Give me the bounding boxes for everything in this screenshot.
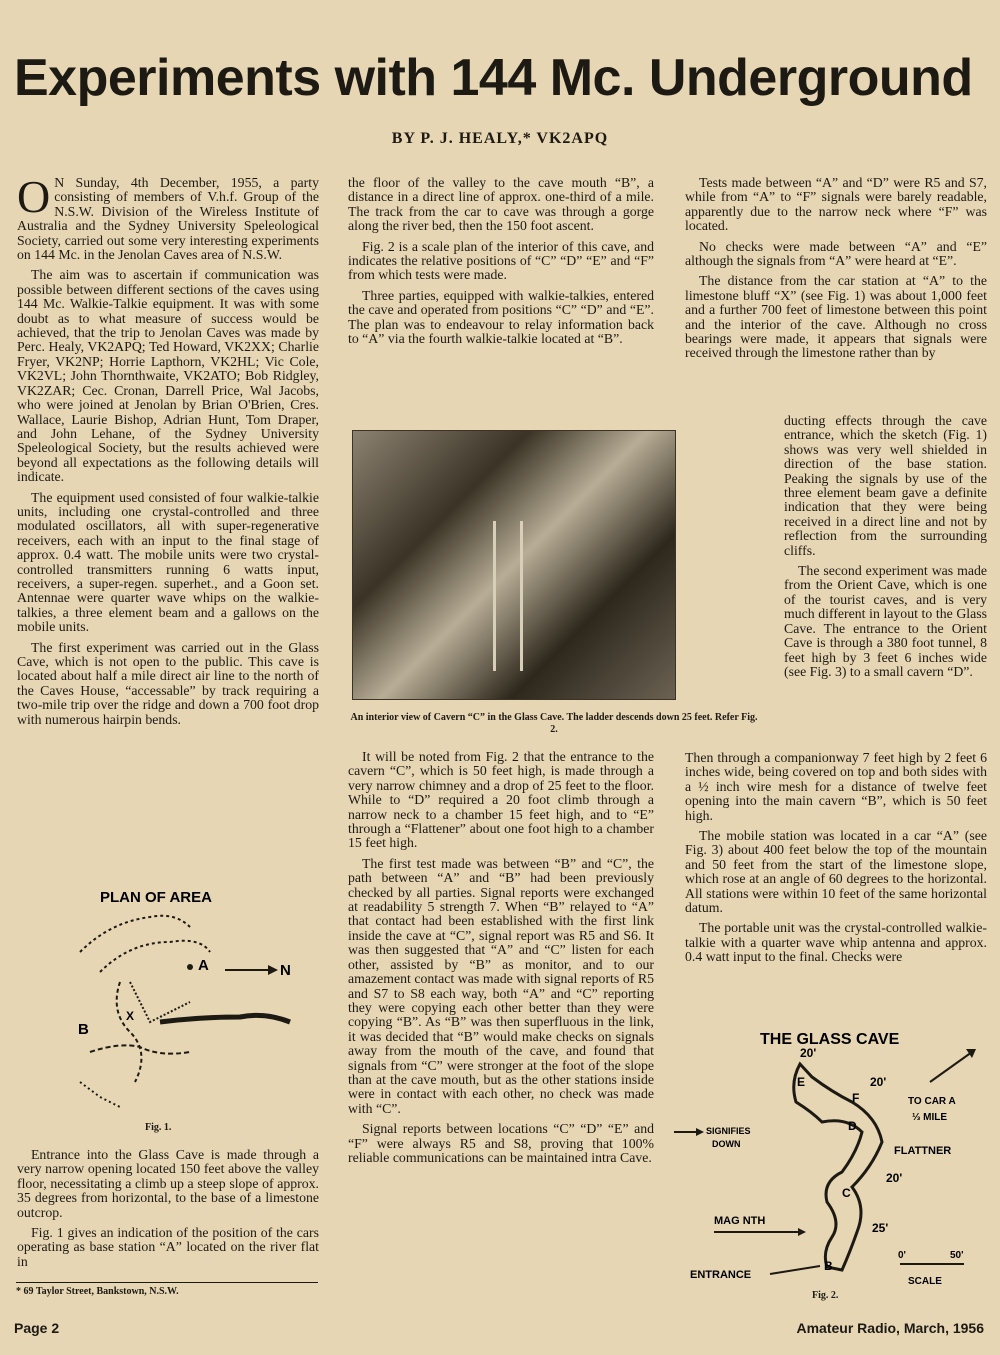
- fig2-label-20a: 20': [800, 1046, 817, 1060]
- paragraph: The first experiment was carried out in the Glass Cave, which is not open to the public. This cave is located about half a mile direct air line to the north of the Caves House, “accessable” by track requiring a two-mile trip over the ridge and down a 700 foot drop with numerous hairpin bends.: [17, 639, 319, 727]
- fig2-heading: THE GLASS CAVE: [760, 1031, 900, 1048]
- cave-photo: [352, 430, 676, 700]
- figure-1-plan-of-area: [40, 882, 310, 1132]
- paragraph: The portable unit was the crystal-controlled walkie-talkie with a quarter wave whip antenna and approx. 0.4 watt input to the final. Checks were: [685, 920, 987, 965]
- paragraph: Fig. 1 gives an indication of the position of the cars operating as base station “A” located on the river flat in: [17, 1225, 319, 1269]
- paragraph: O N Sunday, 4th December, 1955, a party consisting of members of V.h.f. Group of the N.S.W. Division of the Wireless Institute of Australia and the Sydney University Speleological Society, carried out some very interesting experiments on 144 Mc. in the Jenolan Caves area of N.S.W.: [17, 171, 319, 263]
- figure-1-caption: Fig. 1.: [145, 1122, 172, 1133]
- paragraph: Then through a companionway 7 feet high by 2 feet 6 inches wide, being covered on top and both sides with a ½ inch wire mesh for a distance of twelve feet opening into the main cavern “B”, which is 50 feet high.: [685, 750, 987, 823]
- journal-footer: Amateur Radio, March, 1956: [796, 1320, 984, 1336]
- paragraph: Tests made between “A” and “D” were R5 and S7, while from “A” to “F” signals were barely readable, apparently due to the narrow neck where “F” was located.: [685, 175, 987, 234]
- column-3: [685, 176, 987, 367]
- column-2: [348, 176, 654, 352]
- ladder-graphic: [493, 521, 523, 671]
- photo-caption: An interior view of Cavern “C” in the Glass Cave. The ladder descends down 25 feet. Refer Fig. 2.: [350, 712, 758, 735]
- fig2-label-20c: 20': [886, 1171, 903, 1185]
- article-title: Experiments with 144 Mc. Underground: [14, 49, 973, 107]
- paragraph: the floor of the valley to the cave mouth “B”, a distance in a direct line of approx. one-third of a mile. The track from the car to cave was through a gorge along the river bed, then the 150 foot ascent.: [348, 175, 654, 234]
- fig2-label-e: E: [797, 1075, 806, 1089]
- paragraph: The distance from the car station at “A” to the limestone bluff “X” (see Fig. 1) was about 1,000 feet and a further 700 feet of limestone between this point and the interior of the cave. Although no cross bearings were made, it appears that signals were received through the limestone rather than by: [685, 273, 987, 361]
- paragraph: Three parties, equipped with walkie-talkies, entered the cave and operated from positions “C” “D” and “E”. The plan was to endeavour to relay information back to “A” via the fourth walkie-talkie located at “B”.: [348, 287, 654, 347]
- drop-cap: O: [17, 171, 51, 222]
- fig2-label-20b: 20': [870, 1075, 887, 1089]
- fig2-flattner: FLATTNER: [894, 1145, 952, 1157]
- page-number: Page 2: [14, 1320, 60, 1336]
- paragraph: It will be noted from Fig. 2 that the entrance to the cavern “C”, which is 50 feet high, is made through a very narrow chimney and a drop of 25 feet to the floor. While to “D” required a 20 foot climb through a narrow neck to a chamber 15 feet high, and to “E” through a “Flattener” about one foot high to a chamber 15 feet high.: [348, 749, 654, 851]
- fig1-label-n: N: [280, 962, 291, 979]
- paragraph: The second experiment was made from the Orient Cave, which is one of the tourist caves, and is very much different in layout to the Glass Cave. The entrance to the Orient Cave is through a 380 foot tunnel, 8 feet high by 3 feet 6 inches wide (see Fig. 3) to a small cavern “D”.: [784, 563, 987, 679]
- paragraph: The first test made was between “B” and “C”, the path between “A” and “B” had been previously checked by all parties. Signal reports were exchanged at readability 5 strength 7. When “B” relayed to “A” that contact had been established with the first link inside the cave at “C”, signal report was R5 and S6. It was then suggested that “A” and “C” listen for each other, assisted by “B” as monitor, and to our amazement contact was made with signal reports of R5 and S7 to S8 each way, both “A” and “C” reporting they were copying each other better than they were copying “B”. As “B” was then superfluous in the link, it was decided that “B” would make checks on signals away from the mouth of the cave, and found that signals from “C” were stronger at the foot of the slope than at the cave mouth, but as the other stations inside were in contact with each other, no check was made with “C”.: [348, 855, 654, 1116]
- fig1-heading: PLAN OF AREA: [100, 889, 212, 906]
- paragraph: ducting effects through the cave entrance, which the sketch (Fig. 1) shows was very well shielded in direction of the base station. Peaking the signals by use of the three element beam gave a definite indication that they were being received in a direct line and not by reflection from the surrounding cliffs.: [784, 413, 987, 558]
- fig2-to-car-1: TO CAR A: [908, 1096, 956, 1107]
- fig1-label-x: X: [126, 1009, 135, 1023]
- figure-2-glass-cave: [672, 1022, 990, 1304]
- paragraph: Entrance into the Glass Cave is made through a very narrow opening located 150 feet above the valley floor, necessitating a climb up a steep slope of approx. 35 degrees from horizontal, to the base of a limestone outcrop.: [17, 1147, 319, 1220]
- paragraph: The aim was to ascertain if communication was possible between different sections of the caves using 144 Mc. Walkie-Talkie equipment. It was with some doubt as to what measure of success would be achieved, that the trip to Jenolan Caves was made by Perc. Healy, VK2APQ; Ted Howard, VK2XX; Charlie Fryer, VK2NP; Horrie Lapthorn, VK2HL; Vic Cole, VK2VL; John Thornthwaite, VK2ATO; Bob Ridgley, VK2ZAR; Cec. Cronan, Darrell Price, Wal Jacobs, who were joined at Jenolan by Brian O'Brien, Cres. Wallace, Laurie Bishop, Adrian Hunt, Tom Draper, and John Lehane, of the Sydney University Speleological Society, but the results achieved were beyond all expectations as the following details will indicate.: [17, 267, 319, 485]
- fig2-scale-label: SCALE: [908, 1276, 942, 1287]
- column-1-continued: [17, 1148, 319, 1275]
- fig1-label-b: B: [78, 1021, 89, 1038]
- fig2-mag-nth: MAG NTH: [714, 1215, 766, 1227]
- byline: BY P. J. HEALY,* VK2APQ: [391, 130, 609, 147]
- paragraph: The mobile station was located in a car “A” (see Fig. 3) about 400 feet below the top of the mountain and 50 feet from the start of the limestone slope, which rose at an angle of 60 degrees to the horizontal. All stations were within 10 feet of the same horizontal datum.: [685, 828, 987, 916]
- fig1-label-a: A: [198, 957, 209, 974]
- paragraph: No checks were made between “A” and “E” although the signals from “A” were heard at “E”.: [685, 238, 987, 269]
- fig2-label-b: B: [824, 1259, 833, 1273]
- column-1: [17, 171, 319, 733]
- fig2-label-f: F: [852, 1091, 860, 1105]
- fig2-to-car-2: ⅓ MILE: [912, 1112, 948, 1123]
- paragraph: The equipment used consisted of four walkie-talkie units, including one crystal-controlled and three modulated oscillators, all with super-regenerative receivers, each with an input to the final stage of approx. 0.4 watt. The mobile units were two crystal-controlled transmitters running 6 watts input, receivers, a super-regen. superhet., and a Goon set. Antennae were quarter wave whips on the walkie-talkies, a three element beam and a gallows on the mobile units.: [17, 489, 319, 635]
- footnote: * 69 Taylor Street, Bankstown, N.S.W.: [16, 1282, 318, 1297]
- figure-2-caption: Fig. 2.: [812, 1290, 839, 1301]
- column-2-continued: [348, 750, 654, 1171]
- fig2-scale-0: 0': [898, 1250, 906, 1261]
- fig2-entrance: ENTRANCE: [690, 1269, 752, 1281]
- column-3-continued: [685, 751, 987, 971]
- fig2-signifies-1: SIGNIFIES: [706, 1126, 751, 1136]
- fig2-scale-50: 50': [950, 1250, 964, 1261]
- paragraph: Fig. 2 is a scale plan of the interior of this cave, and indicates the relative positions of “C” “D” “E” and “F” from which tests were made.: [348, 238, 654, 283]
- column-3-narrow: [784, 414, 987, 685]
- fig2-signifies-2: DOWN: [712, 1139, 741, 1149]
- paragraph: Signal reports between locations “C” “D” “E” and “F” were always R5 and S8, proving that 100% reliable communications can be maintained intra Cave.: [348, 1121, 654, 1165]
- fig2-label-c: C: [842, 1186, 851, 1200]
- fig2-label-d: D: [848, 1119, 857, 1133]
- fig2-label-25: 25': [872, 1221, 889, 1235]
